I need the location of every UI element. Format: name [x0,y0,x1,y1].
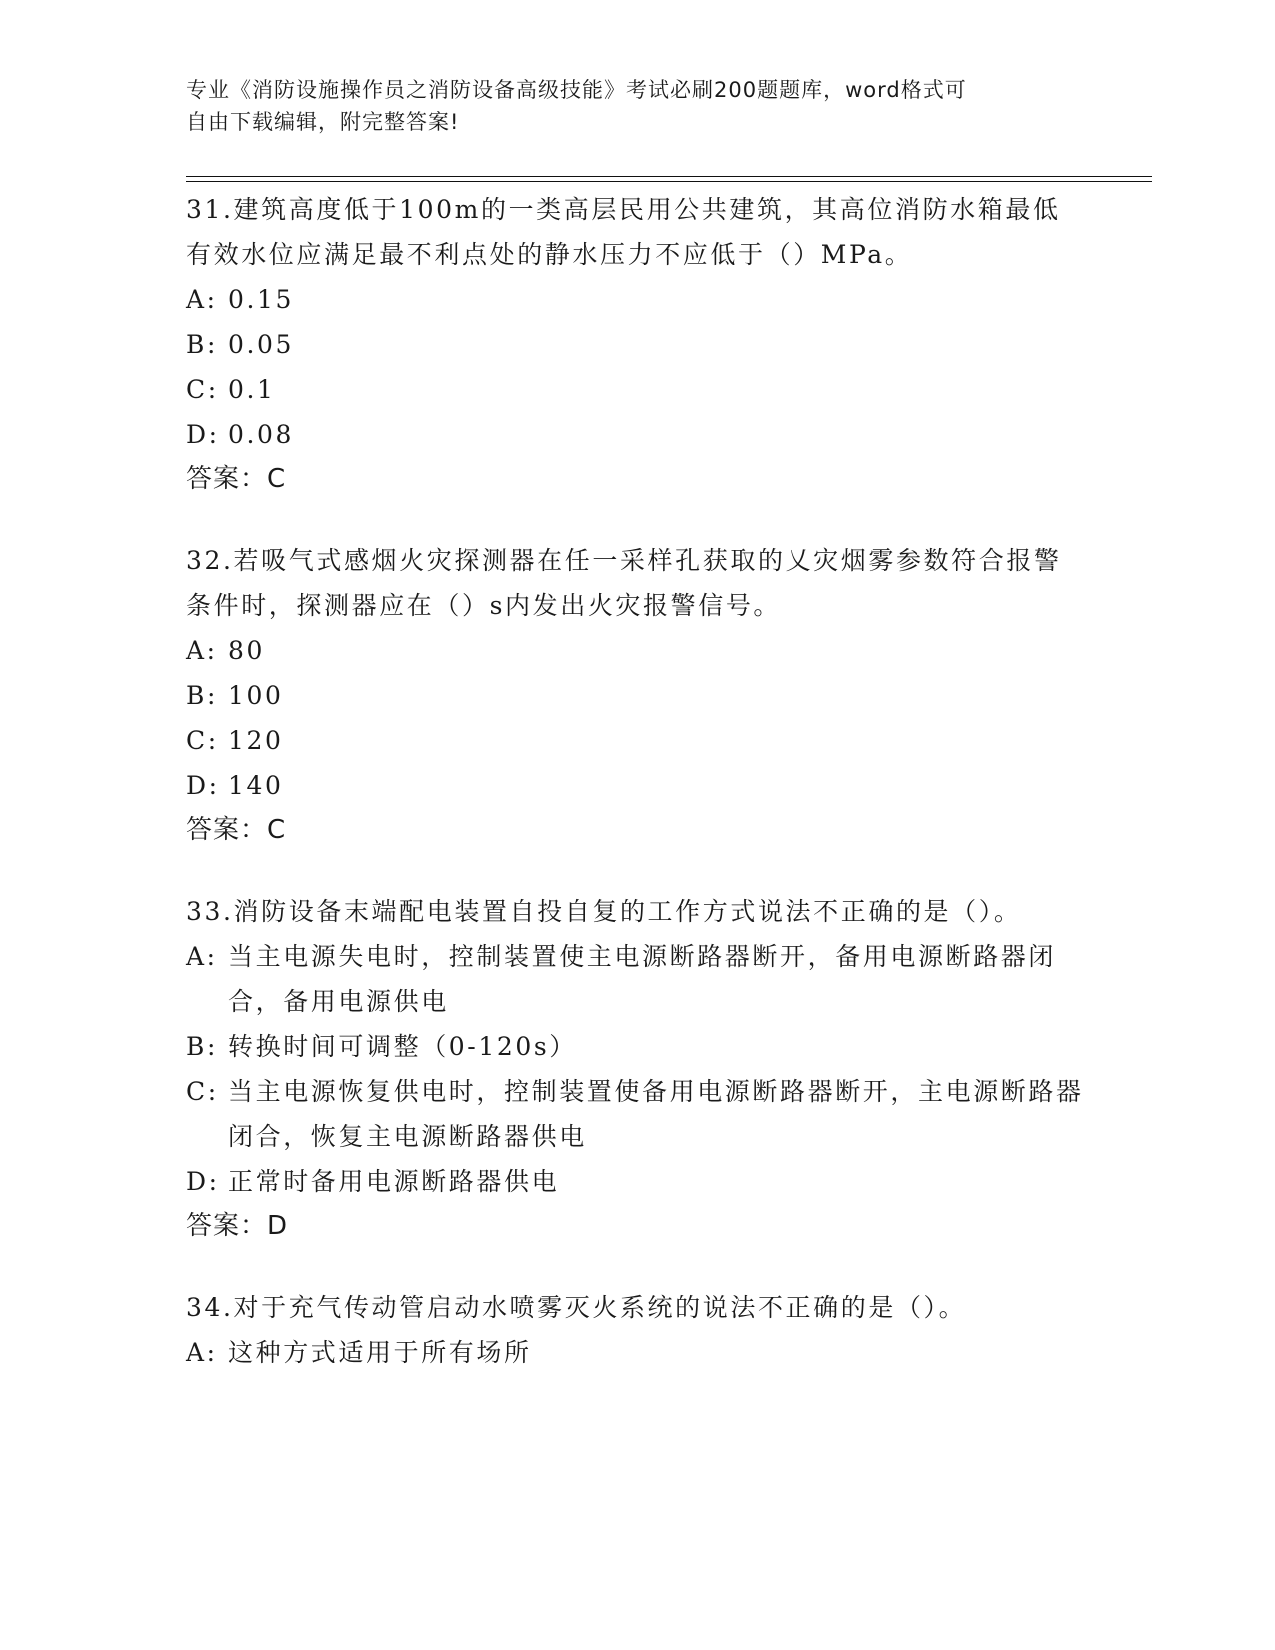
option-letter: B: [186,1032,218,1061]
option-text: 0.1 [228,375,276,404]
option-text: 100 [228,681,284,710]
option-text: 140 [228,771,284,800]
option-text: 这种方式适用于所有场所 [228,1338,532,1367]
option-text: 转换时间可调整（0-120s） [228,1032,577,1061]
question-34 [186,1285,1086,1375]
option-a [186,934,1086,1024]
option-text: 0.08 [228,420,295,449]
option-a [186,628,1086,673]
option-d [186,1159,1086,1204]
answer-line: 答案：C [186,464,287,494]
option-b [186,1024,1086,1069]
option-c [186,718,1086,763]
option-letter: B: [186,330,218,359]
option-letter: D: [186,420,220,449]
question-31 [186,187,1086,502]
option-letter: D: [186,1167,220,1196]
option-d [186,412,1086,457]
option-d [186,763,1086,808]
answer-line: 答案：C [186,815,287,845]
question-stem: 31.建筑高度低于100m的一类高层民用公共建筑，其高位消防水箱最低有效水位应满足最不利点处的静水压力不应低于（）MPa。 [186,195,1061,269]
option-text: 0.05 [228,330,295,359]
option-a [186,277,1086,322]
document-header [186,74,1066,138]
question-stem: 32.若吸气式感烟火灾探测器在任一采样孔获取的乂灾烟雾参数符合报警条件时，探测器应在（）s内发出火灾报警信号。 [186,546,1062,620]
option-letter: A: [186,285,218,314]
option-text: 正常时备用电源断路器供电 [228,1167,560,1196]
question-32 [186,538,1086,853]
option-text: 当主电源恢复供电时，控制装置使备用电源断路器断开，主电源断路器闭合，恢复主电源断路器供电 [228,1077,1084,1151]
option-letter: C: [186,1077,219,1106]
header-divider-top [186,176,1152,177]
option-b [186,322,1086,367]
question-stem: 33.消防设备末端配电装置自投自复的工作方式说法不正确的是（）。 [186,897,1022,926]
option-letter: B: [186,681,218,710]
question-stem: 34.对于充气传动管启动水喷雾灭火系统的说法不正确的是（）。 [186,1293,967,1322]
answer-line: 答案：D [186,1211,289,1241]
option-text: 当主电源失电时，控制装置使主电源断路器断开，备用电源断路器闭合，备用电源供电 [228,942,1057,1016]
option-letter: C: [186,375,219,404]
option-letter: D: [186,771,220,800]
option-b [186,673,1086,718]
option-letter: A: [186,1338,218,1367]
option-text: 120 [228,726,284,755]
question-list [186,187,1086,1411]
option-letter: C: [186,726,219,755]
header-title-line-1: 专业《消防设施操作员之消防设备高级技能》考试必刷200题题库，word格式可 [186,78,967,102]
option-c [186,367,1086,412]
header-title-line-2: 自由下载编辑，附完整答案! [186,110,460,134]
option-text: 0.15 [228,285,295,314]
option-letter: A: [186,636,218,665]
header-divider-bottom [186,181,1152,182]
option-c [186,1069,1086,1159]
question-33 [186,889,1086,1249]
option-letter: A: [186,942,218,971]
option-text: 80 [228,636,266,665]
option-a [186,1330,1086,1375]
